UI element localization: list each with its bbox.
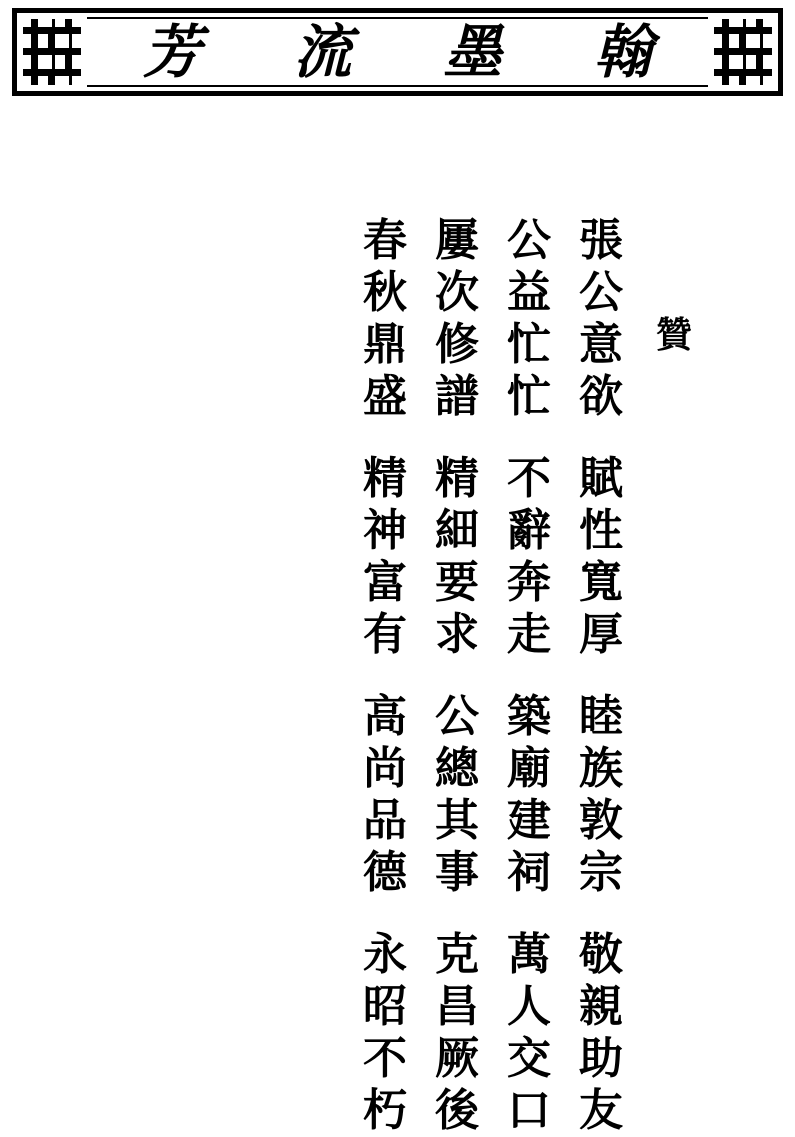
glyph: 克 xyxy=(435,929,479,980)
heading-char: 贊 xyxy=(655,314,692,356)
glyph: 譜 xyxy=(435,371,479,422)
glyph: 意 xyxy=(579,319,623,370)
glyph: 精 xyxy=(435,453,479,504)
column-3-segment-4 xyxy=(428,929,486,1137)
glyph: 春 xyxy=(363,215,407,266)
glyph: 族 xyxy=(579,743,623,794)
text-column-3 xyxy=(428,215,486,1137)
column-1-segment-1 xyxy=(572,215,630,423)
glyph: 益 xyxy=(507,267,551,318)
glyph: 事 xyxy=(435,847,479,898)
lattice-ornament-left-icon xyxy=(17,13,87,91)
glyph: 賦 xyxy=(579,453,623,504)
glyph: 公 xyxy=(435,691,479,742)
glyph: 親 xyxy=(579,981,623,1032)
glyph: 人 xyxy=(507,981,551,1032)
glyph: 求 xyxy=(435,609,479,660)
glyph: 助 xyxy=(579,1033,623,1084)
glyph: 走 xyxy=(507,609,551,660)
glyph: 尚 xyxy=(363,743,407,794)
column-2-segment-2 xyxy=(500,453,558,661)
glyph: 建 xyxy=(507,795,551,846)
glyph: 宗 xyxy=(579,847,623,898)
text-column-2 xyxy=(500,215,558,1137)
glyph: 富 xyxy=(363,557,407,608)
glyph: 修 xyxy=(435,319,479,370)
glyph: 忙 xyxy=(507,371,551,422)
glyph: 朽 xyxy=(363,1085,407,1136)
glyph: 忙 xyxy=(507,319,551,370)
glyph: 總 xyxy=(435,743,479,794)
glyph: 後 xyxy=(435,1085,479,1136)
glyph: 其 xyxy=(435,795,479,846)
column-2-segment-1 xyxy=(500,215,558,423)
document-heading xyxy=(645,313,703,357)
column-3-segment-1 xyxy=(428,215,486,423)
glyph: 永 xyxy=(363,929,407,980)
glyph: 厚 xyxy=(579,609,623,660)
column-4-segment-2 xyxy=(356,453,414,661)
glyph: 廟 xyxy=(507,743,551,794)
glyph: 高 xyxy=(363,691,407,742)
column-4-segment-4 xyxy=(356,929,414,1137)
banner-title-char-1: 芳 xyxy=(143,18,202,86)
text-column-4 xyxy=(356,215,414,1137)
glyph: 細 xyxy=(435,505,479,556)
glyph: 敬 xyxy=(579,929,623,980)
vertical-text-body xyxy=(0,215,795,1136)
banner-title-char-4: 翰 xyxy=(593,18,652,86)
column-2-segment-3 xyxy=(500,691,558,899)
glyph: 秋 xyxy=(363,267,407,318)
banner-title-char-2: 流 xyxy=(293,18,352,86)
column-3-segment-2 xyxy=(428,453,486,661)
glyph: 盛 xyxy=(363,371,407,422)
glyph: 屢 xyxy=(435,215,479,266)
column-2-segment-4 xyxy=(500,929,558,1137)
glyph: 萬 xyxy=(507,929,551,980)
text-column-1 xyxy=(572,215,630,1137)
glyph: 公 xyxy=(507,215,551,266)
lattice-ornament-right-icon xyxy=(708,13,778,91)
glyph: 有 xyxy=(363,609,407,660)
glyph: 鼎 xyxy=(363,319,407,370)
column-4-segment-1 xyxy=(356,215,414,423)
banner-title xyxy=(97,14,698,90)
glyph: 口 xyxy=(507,1085,551,1136)
glyph: 欲 xyxy=(579,371,623,422)
glyph: 昌 xyxy=(435,981,479,1032)
glyph: 不 xyxy=(507,453,551,504)
glyph: 築 xyxy=(507,691,551,742)
glyph: 睦 xyxy=(579,691,623,742)
glyph: 公 xyxy=(579,267,623,318)
glyph: 祠 xyxy=(507,847,551,898)
glyph: 厥 xyxy=(435,1033,479,1084)
column-1-segment-4 xyxy=(572,929,630,1137)
glyph: 交 xyxy=(507,1033,551,1084)
glyph: 張 xyxy=(579,215,623,266)
glyph: 德 xyxy=(363,847,407,898)
glyph: 性 xyxy=(579,505,623,556)
glyph: 品 xyxy=(363,795,407,846)
glyph: 奔 xyxy=(507,557,551,608)
column-1-segment-2 xyxy=(572,453,630,661)
glyph: 辭 xyxy=(507,505,551,556)
glyph: 次 xyxy=(435,267,479,318)
glyph: 友 xyxy=(579,1085,623,1136)
column-4-segment-3 xyxy=(356,691,414,899)
column-3-segment-3 xyxy=(428,691,486,899)
glyph: 昭 xyxy=(363,981,407,1032)
glyph: 精 xyxy=(363,453,407,504)
glyph: 不 xyxy=(363,1033,407,1084)
glyph: 神 xyxy=(363,505,407,556)
glyph: 寬 xyxy=(579,557,623,608)
glyph: 要 xyxy=(435,557,479,608)
glyph: 敦 xyxy=(579,795,623,846)
banner-title-char-3: 墨 xyxy=(443,18,502,86)
header-banner xyxy=(12,8,783,96)
column-1-segment-3 xyxy=(572,691,630,899)
